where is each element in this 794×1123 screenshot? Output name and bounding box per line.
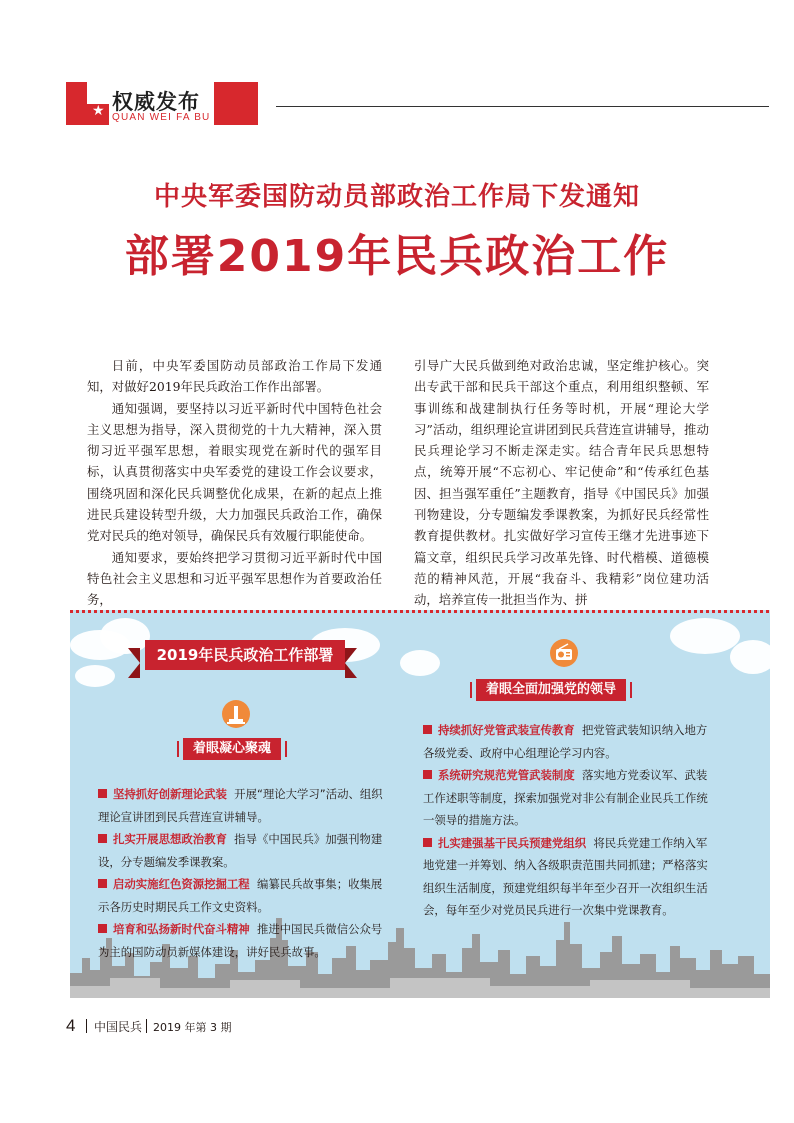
bullet-square-icon [98, 924, 107, 933]
panel-dotted-border [70, 610, 770, 613]
footer-divider [146, 1019, 147, 1033]
section-tag-right: 着眼全面加强党的领导 [476, 679, 626, 701]
cloud-decoration [75, 665, 115, 687]
list-item [98, 918, 383, 963]
item-head: 持续抓好党管武装宣传教育 [438, 723, 575, 737]
ribbon-tail-right [345, 648, 357, 678]
item-head: 扎实建强基干民兵预建党组织 [438, 835, 587, 850]
infographic-banner: 2019年民兵政治工作部署 [145, 640, 345, 670]
radio-icon [550, 639, 578, 667]
cloud-decoration [400, 650, 440, 676]
item-text: 开展“理论大学习”活动、组织理论宣讲团到民兵营连宣讲辅导。 [98, 787, 383, 824]
cloud-decoration [100, 618, 150, 654]
left-items-list [98, 783, 383, 963]
paragraph: 引导广大民兵做到绝对政治忠诚，坚定维护核心。突出专武干部和民兵干部这个重点，利用组织整顿、军事训练和战建制执行任务等时机，开展“理论大学习”活动，组织理论宣讲团到民兵营连宣讲辅导，推动民兵理论学习不断走深走实。结合青年民兵思想特点，统筹开展“不忘初心、牢记使命”和“传承红色基因、担当强军重任”主题教育，指导《中国民兵》加强刊物建设，分专题编发季课教案，为抓好民兵经常性教育提供教材。扎实做好学习宣传王继才先进事迹下篇文章，组织民兵学习改革先锋、时代楷模、道德模范的精神风范，开展“我奋斗、我精彩”岗位建功活动，培养宣传一批担当作为、拼 [414, 358, 709, 608]
item-text: 推进中国民兵微信公众号为主的国防动员新媒体建设，讲好民兵故事。 [98, 922, 383, 959]
bullet-square-icon [98, 879, 107, 888]
header-rule [276, 106, 769, 107]
issue-label: 2019 年第 3 期 [153, 1021, 232, 1034]
section-title: 权威发布 [112, 90, 200, 114]
bullet-square-icon [423, 838, 432, 847]
bullet-square-icon [423, 725, 432, 734]
list-item [98, 828, 383, 873]
ribbon-tail-left [128, 648, 140, 678]
list-item [423, 832, 718, 922]
item-text: 把党管武装知识纳入地方各级党委、政府中心组理论学习内容。 [423, 723, 708, 760]
bullet-square-icon [98, 834, 107, 843]
header-logo-block [66, 82, 87, 125]
cloud-decoration [730, 640, 770, 674]
list-item [98, 873, 383, 918]
item-text: 将民兵党建工作纳入军地党建一并筹划、纳入各级职责范围共同抓建；严格落实组织生活制度，预建党组织每半年至少召开一次组织生活会，每年至少对党员民兵进行一次集中党课教育。 [423, 835, 708, 917]
item-head: 培育和弘扬新时代奋斗精神 [113, 922, 250, 936]
section-tag-left: 着眼凝心聚魂 [183, 738, 281, 760]
item-head: 启动实施红色资源挖掘工程 [113, 877, 250, 891]
item-head: 系统研究规范党管武装制度 [438, 768, 575, 782]
item-text: 落实地方党委议军、武装工作述职等制度，探索加强党对非公有制企业民兵工作统一领导的措施方法。 [423, 768, 708, 827]
magazine-name: 中国民兵 [94, 1020, 143, 1034]
body-left-column [87, 355, 382, 611]
footer-divider [86, 1019, 87, 1033]
header-red-box [214, 82, 258, 125]
paragraph: 通知要求，要始终把学习贯彻习近平新时代中国特色社会主义思想和习近平强军思想作为首要政治任务， [87, 549, 382, 608]
list-item [423, 764, 718, 832]
headline-line2: 部署2019年民兵政治工作 [124, 231, 670, 282]
bullet-square-icon [98, 789, 107, 798]
paragraph: 日前，中央军委国防动员部政治工作局下发通知，对做好2019年民兵政治工作作出部署。 [87, 358, 382, 395]
star-icon: ★ [92, 103, 105, 119]
list-item [423, 719, 718, 764]
item-text: 编纂民兵故事集；收集展示各历史时期民兵工作文史资料。 [98, 877, 383, 914]
list-item [98, 783, 383, 828]
paragraph: 通知强调，要坚持以习近平新时代中国特色社会主义思想为指导，深入贯彻党的十九大精神，深入贯彻习近平强军思想，着眼实现党在新时代的强军目标，认真贯彻落实中央军委党的建设工作会议要求，围绕巩固和深化民兵调整优化成果，在新的起点上推进民兵建设转型升级，大力加强民兵政治工作，确保党对民兵的绝对领导，确保民兵有效履行职能使命。 [87, 400, 382, 544]
item-head: 扎实开展思想政治教育 [113, 832, 227, 846]
monument-icon [222, 700, 250, 728]
headline-line1: 中央军委国防动员部政治工作局下发通知 [153, 182, 640, 212]
body-right-column [414, 355, 709, 611]
right-items-list [423, 719, 718, 922]
page-number: 4 [66, 1016, 76, 1035]
item-head: 坚持抓好创新理论武装 [113, 787, 227, 801]
item-text: 指导《中国民兵》加强刊物建设，分专题编发季课教案。 [98, 832, 383, 869]
section-pinyin: QUAN WEI FA BU [112, 112, 211, 123]
cloud-decoration [670, 618, 740, 654]
bullet-square-icon [423, 770, 432, 779]
